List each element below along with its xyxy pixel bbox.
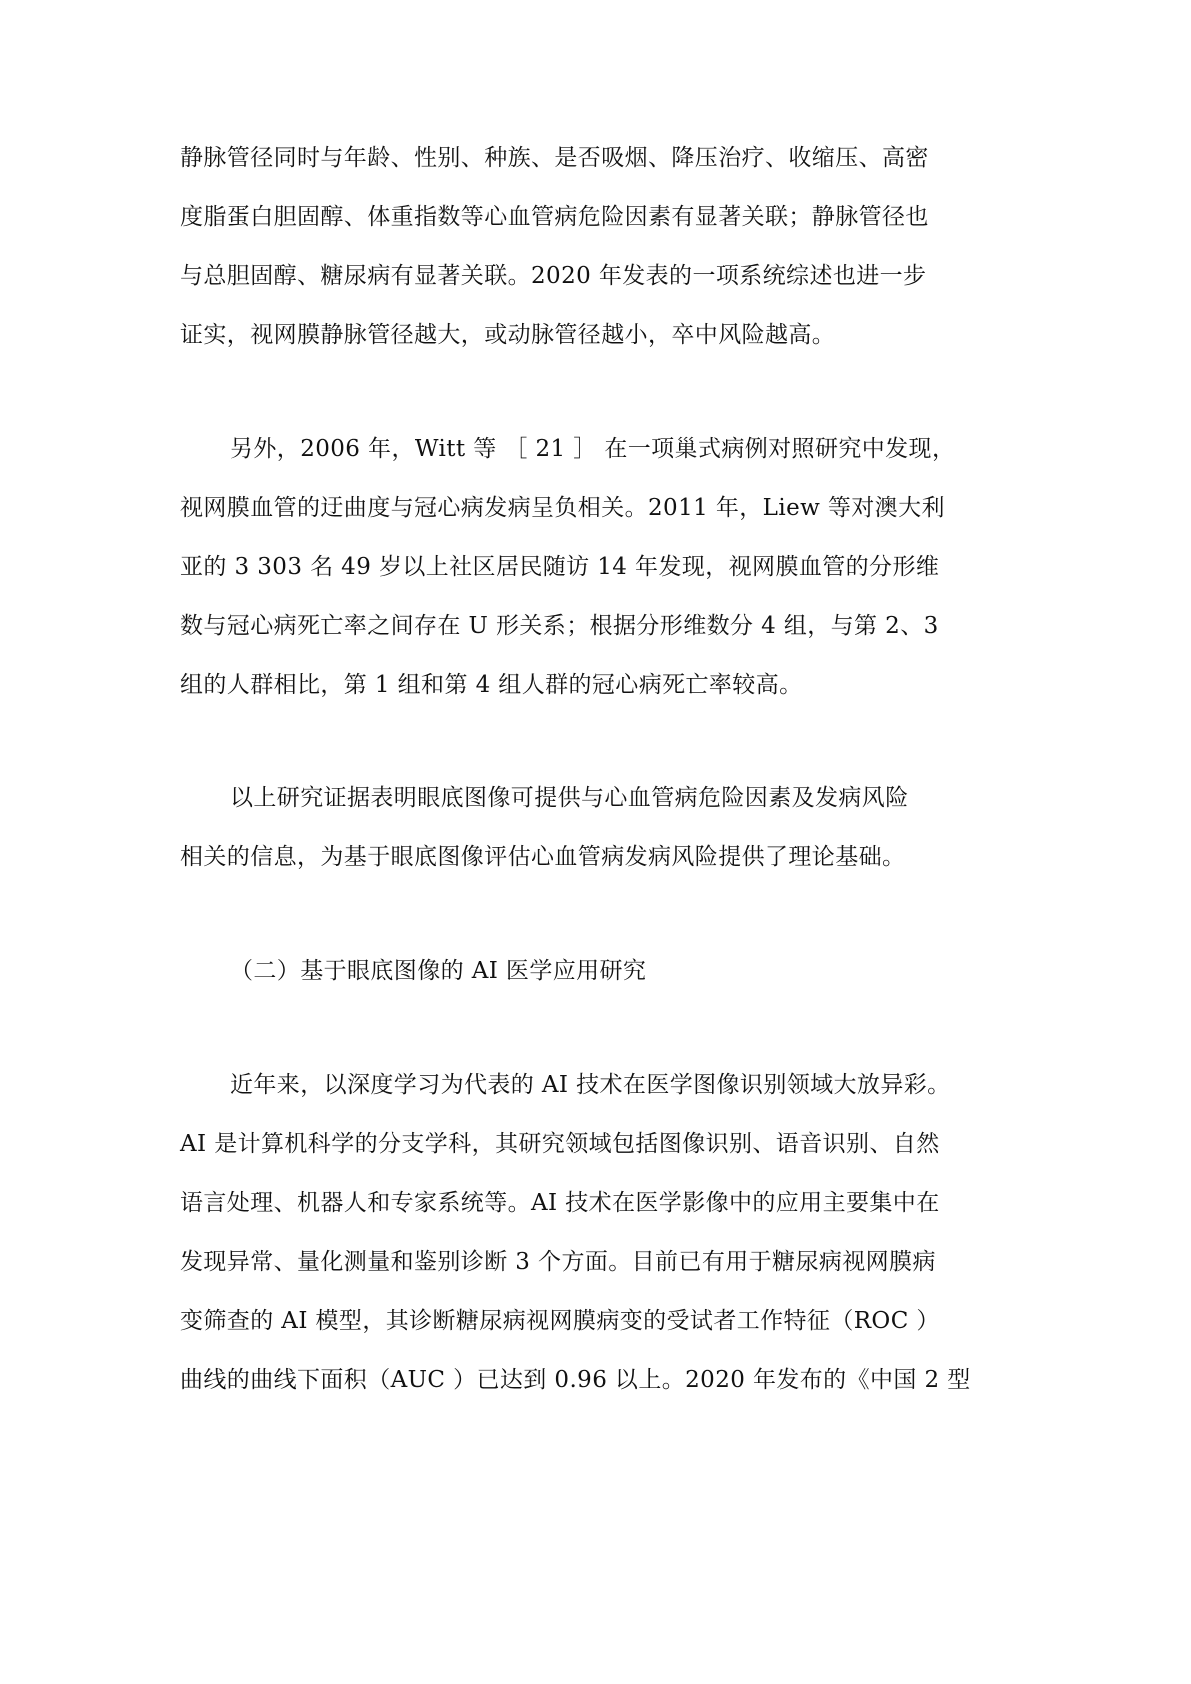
paragraph-1-line-2: 度脂蛋白胆固醇、体重指数等心血管病危险因素有显著关联；静脉管径也	[180, 204, 929, 230]
paragraph-1-line-4: 证实，视网膜静脉管径越大，或动脉管径越小，卒中风险越高。	[180, 322, 836, 348]
paragraph-4-line-1: 近年来，以深度学习为代表的 AI 技术在医学图像识别领域大放异彩。	[230, 1072, 951, 1098]
paragraph-1-line-1: 静脉管径同时与年龄、性别、种族、是否吸烟、降压治疗、收缩压、高密	[180, 145, 929, 171]
paragraph-2-line-2: 视网膜血管的迂曲度与冠心病发病呈负相关。2011 年，Liew 等对澳大利	[180, 495, 945, 521]
paragraph-2-line-4: 数与冠心病死亡率之间存在 U 形关系；根据分形维数分 4 组，与第 2、3	[180, 613, 939, 639]
paragraph-3-line-1: 以上研究证据表明眼底图像可提供与心血管病危险因素及发病风险	[230, 785, 909, 811]
section-heading: （二）基于眼底图像的 AI 医学应用研究	[230, 958, 647, 984]
paragraph-2-line-5: 组的人群相比，第 1 组和第 4 组人群的冠心病死亡率较高。	[180, 672, 803, 698]
paragraph-4-line-5: 变筛查的 AI 模型，其诊断糖尿病视网膜病变的受试者工作特征（ROC ）	[180, 1308, 940, 1334]
paragraph-4-line-3: 语言处理、机器人和专家系统等。AI 技术在医学影像中的应用主要集中在	[180, 1190, 940, 1216]
paragraph-3-line-2: 相关的信息，为基于眼底图像评估心血管病发病风险提供了理论基础。	[180, 844, 906, 870]
paragraph-2-line-3: 亚的 3 303 名 49 岁以上社区居民随访 14 年发现，视网膜血管的分形维	[180, 554, 940, 580]
paragraph-4-line-6: 曲线的曲线下面积（AUC ）已达到 0.96 以上。2020 年发布的《中国 2 型	[180, 1367, 971, 1393]
paragraph-4-line-2: AI 是计算机科学的分支学科，其研究领域包括图像识别、语音识别、自然	[180, 1131, 940, 1157]
paragraph-1-line-3: 与总胆固醇、糖尿病有显著关联。2020 年发表的一项系统综述也进一步	[180, 263, 927, 289]
paragraph-4-line-4: 发现异常、量化测量和鉴别诊断 3 个方面。目前已有用于糖尿病视网膜病	[180, 1249, 936, 1275]
paragraph-2-line-1: 另外，2006 年，Witt 等 ［ 21 ］ 在一项巢式病例对照研究中发现，	[230, 436, 956, 462]
